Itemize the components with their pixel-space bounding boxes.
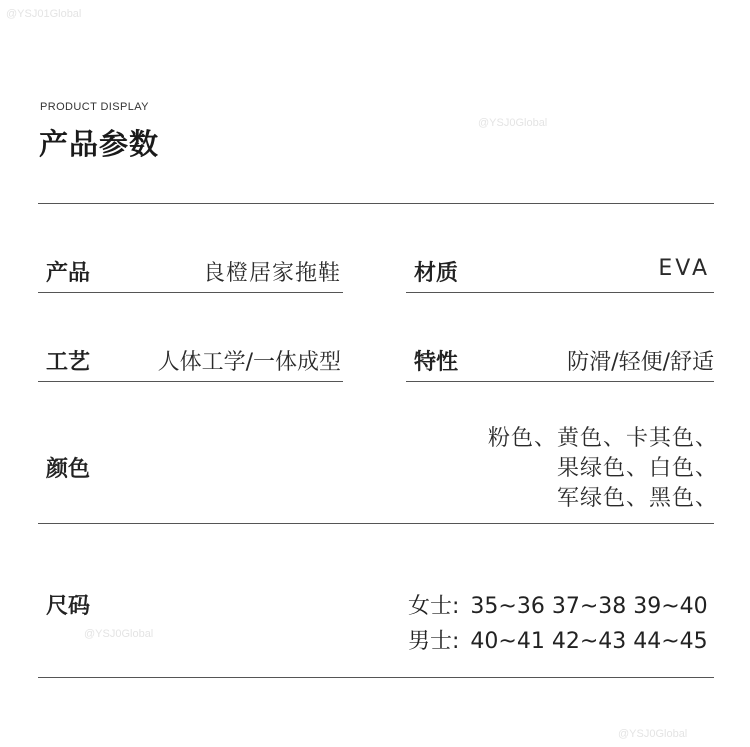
watermark-bottom-right: @YSJ0Global [618,728,688,740]
size-men-label: 男士: [408,629,460,654]
color-label: 颜色 [46,457,91,482]
header-divider [38,203,714,204]
size-women-values: 35~36 37~38 39~40 [470,594,708,619]
size-men-row [408,624,708,655]
material-divider [406,292,714,293]
size-label: 尺码 [46,594,91,619]
size-women-row [408,589,708,620]
feature-label: 特性 [414,350,459,375]
product-divider [38,292,343,293]
feature-divider [406,381,714,382]
color-line-1: 粉色、黄色、卡其色、 [487,426,718,451]
size-men-values: 40~41 42~43 44~45 [470,629,708,654]
watermark-top-left: @YSJ01Global [6,8,82,20]
watermark-middle: @YSJ0Global [84,628,154,640]
craft-label: 工艺 [46,350,91,375]
color-line-2: 果绿色、白色、 [556,456,718,481]
craft-value: 人体工学/一体成型 [157,350,341,375]
material-value: EVA [658,256,710,281]
feature-value: 防滑/轻便/舒适 [567,350,714,375]
material-label: 材质 [414,261,459,286]
page-title: 产品参数 [39,127,160,161]
color-divider [38,523,714,524]
size-women-label: 女士: [408,594,460,619]
craft-divider [38,381,343,382]
color-values [488,424,718,514]
color-line-3: 军绿色、黑色、 [556,486,718,511]
size-divider [38,677,714,678]
section-eyebrow: PRODUCT DISPLAY [40,101,149,113]
watermark-top-center: @YSJ0Global [478,117,548,129]
product-label: 产品 [46,261,91,286]
product-value: 良橙居家拖鞋 [202,261,341,286]
